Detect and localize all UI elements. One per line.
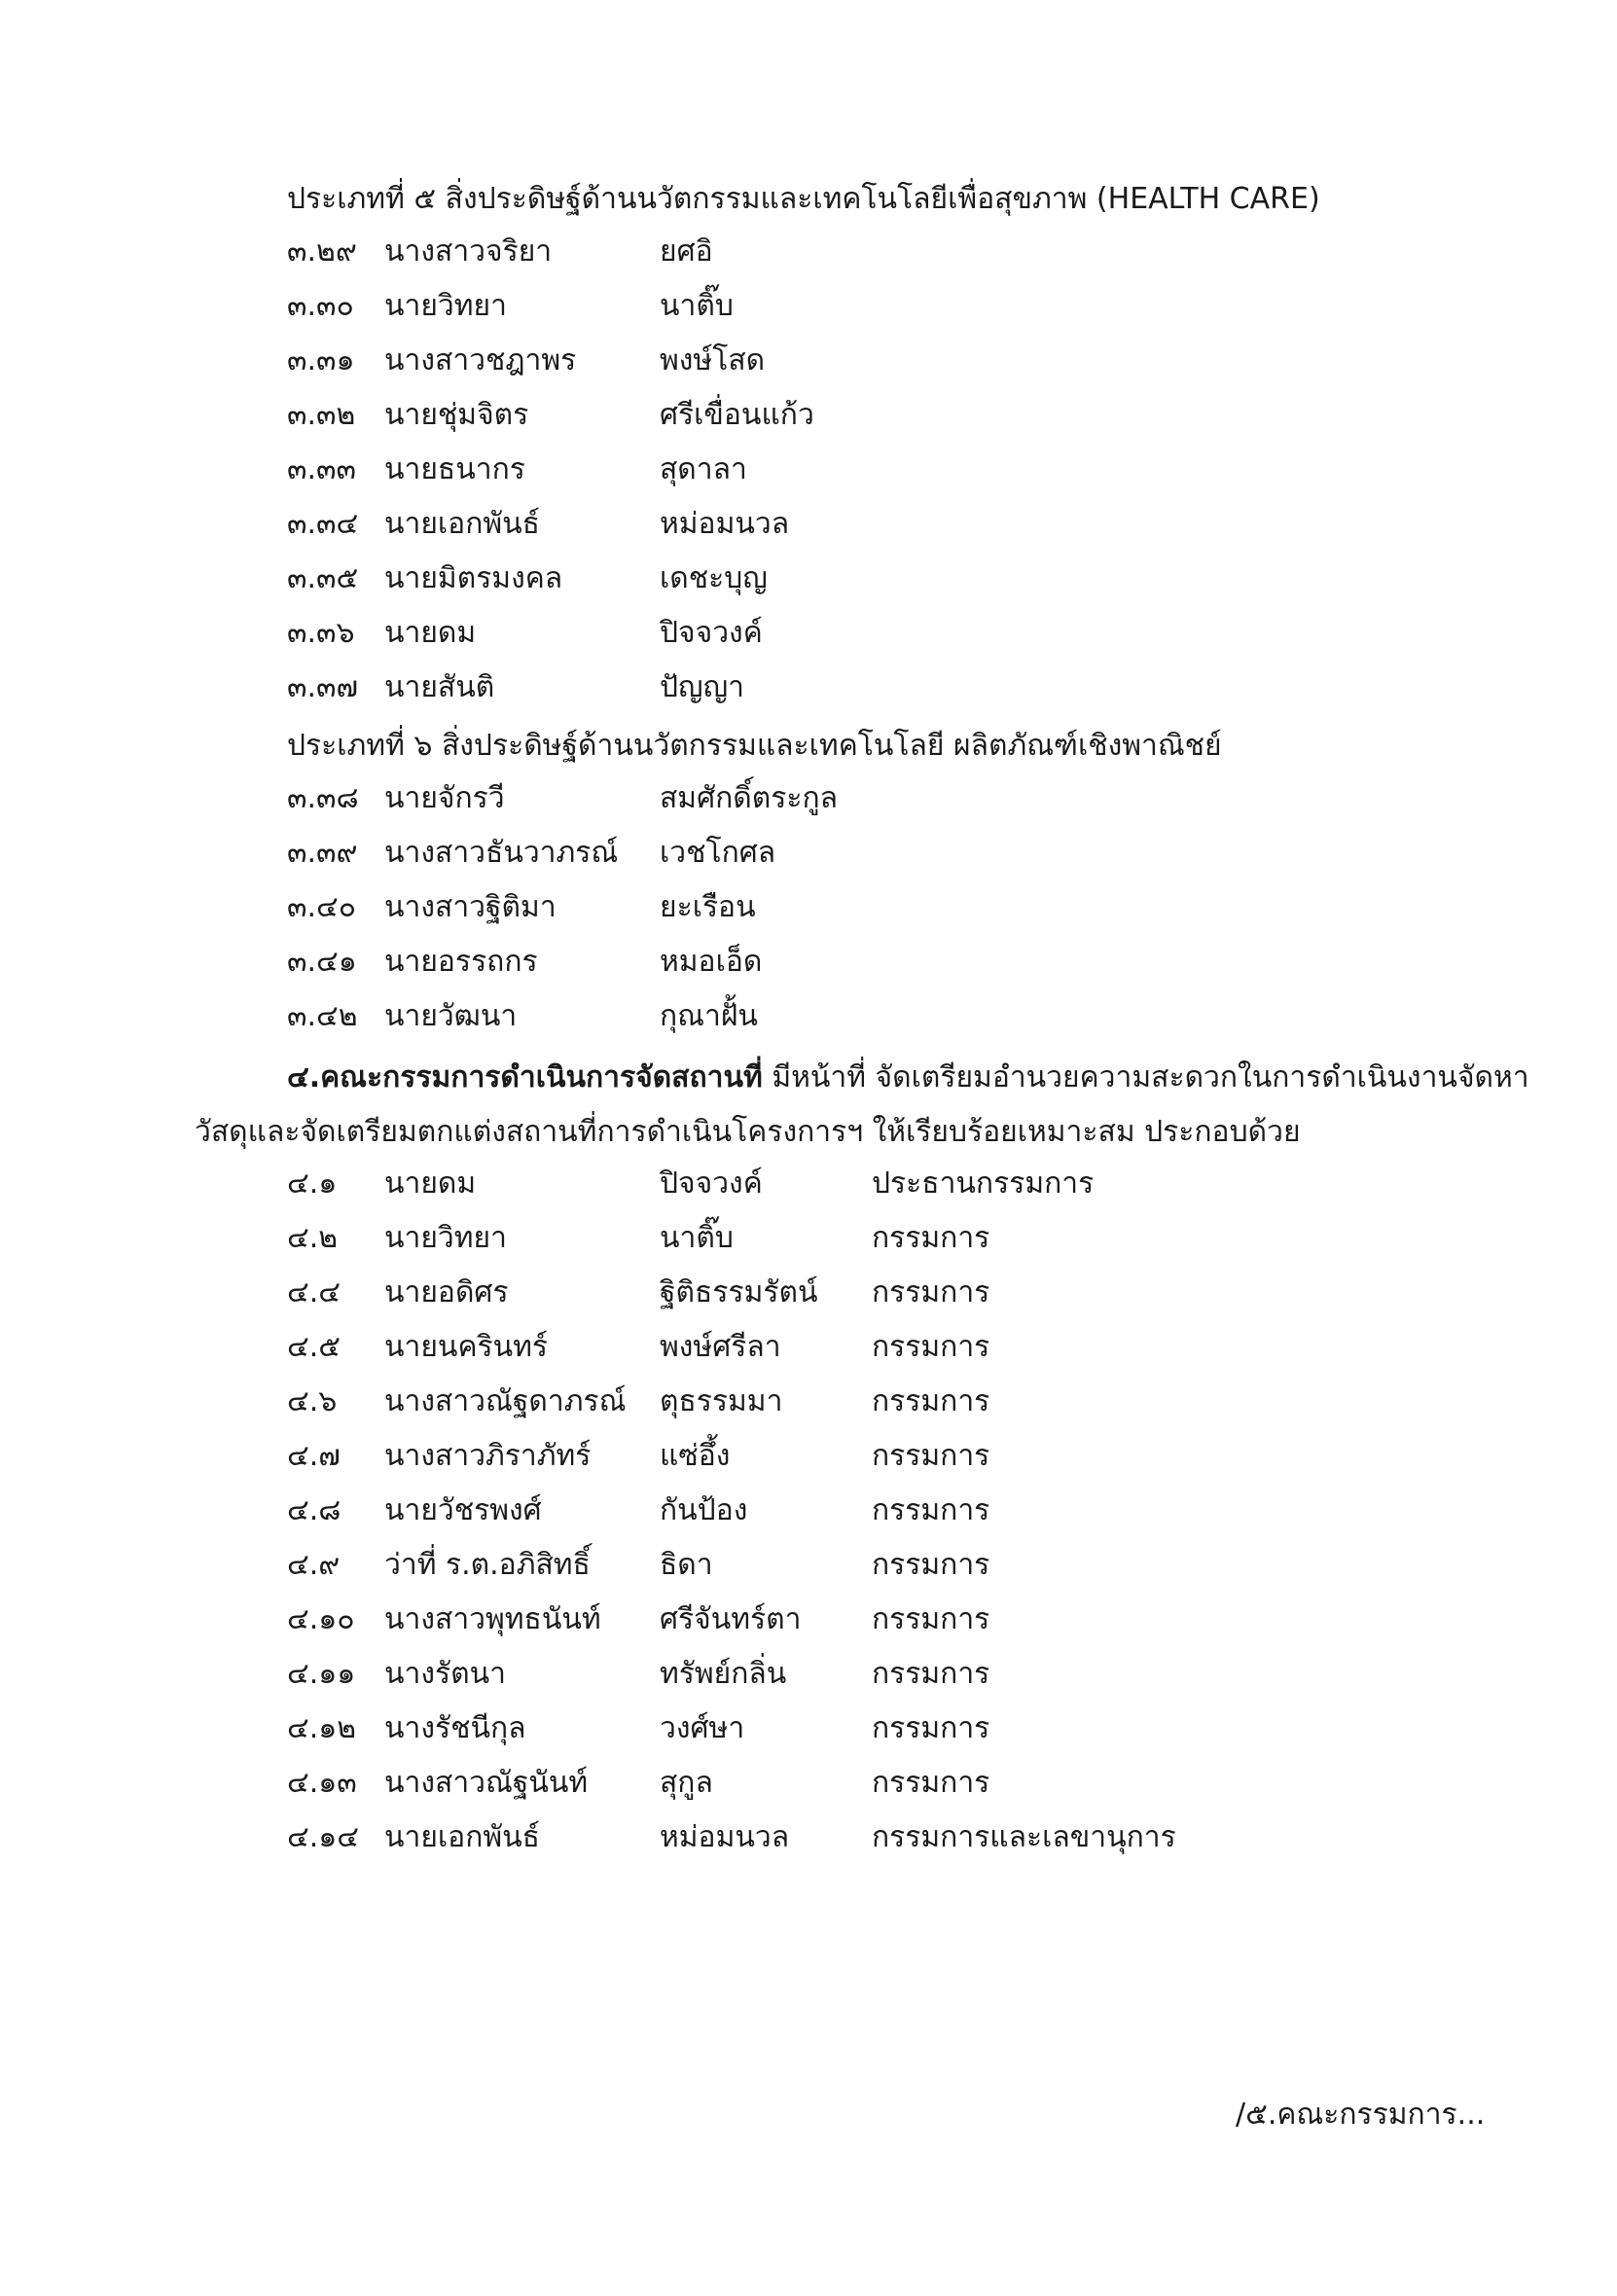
list-item	[0, 774, 1617, 823]
first-name: นายวิทยา	[384, 289, 507, 323]
last-name: ยศอิ	[660, 234, 713, 269]
first-name: นางสาวชฎาพร	[384, 343, 577, 377]
last-name: พงษ์ศรีลา	[660, 1330, 781, 1364]
item-number: ๔.๑๑	[287, 1657, 356, 1691]
last-name: เดชะบุญ	[660, 561, 768, 595]
item-number: ๔.๑๓	[287, 1766, 357, 1800]
list-item	[0, 664, 1617, 712]
last-name: แซ่อึ้ง	[660, 1439, 731, 1473]
item-number: ๔.๑	[287, 1166, 338, 1201]
list-item	[0, 829, 1617, 878]
role: กรรมการ	[872, 1275, 990, 1309]
item-number: ๓.๓๕	[287, 561, 359, 595]
first-name: นายมิตรมงคล	[384, 561, 563, 595]
table-row	[0, 1269, 1617, 1317]
item-number: ๓.๓๑	[287, 343, 355, 377]
committee-4-line-1	[195, 1051, 1529, 1105]
last-name: ปิจจวงค์	[660, 1166, 763, 1201]
list-item	[0, 555, 1617, 603]
last-name: ฐิติธรรมรัตน์	[660, 1275, 818, 1309]
table-row	[0, 1596, 1617, 1644]
first-name: นางสาวณัฐนันท์	[384, 1766, 589, 1800]
last-name: พงษ์โสด	[660, 343, 766, 377]
list-item	[0, 883, 1617, 932]
table-row	[0, 1813, 1617, 1862]
continuation-footer: /๕.คณะกรรมการ...	[1236, 2098, 1486, 2132]
item-number: ๓.๔๑	[287, 945, 357, 979]
first-name: นายเอกพันธ์	[384, 507, 540, 541]
last-name: ยะเรือน	[660, 890, 756, 924]
item-number: ๓.๓๔	[287, 507, 359, 541]
committee-4-title: ๔.คณะกรรมการดำเนินการจัดสถานที่	[287, 1060, 763, 1094]
category-6-title: ประเภทที่ ๖ สิ่งประดิษฐ์ด้านนวัตกรรมและเทคโนโลยี ผลิตภัณฑ์เชิงพาณิชย์	[287, 729, 1222, 763]
first-name: นางสาวพุทธนันท์	[384, 1602, 601, 1636]
table-row	[0, 1378, 1617, 1426]
role: กรรมการและเลขานุการ	[872, 1820, 1176, 1854]
table-row	[0, 1759, 1617, 1808]
committee-4-duty: มีหน้าที่ จัดเตรียมอำนวยความสะดวกในการดำเนินงานจัดหา	[762, 1060, 1529, 1094]
role: กรรมการ	[872, 1766, 990, 1800]
first-name: นางสาวจริยา	[384, 234, 553, 269]
table-row	[0, 1541, 1617, 1590]
list-item	[0, 391, 1617, 440]
item-number: ๓.๔๐	[287, 890, 357, 924]
role: กรรมการ	[872, 1493, 990, 1527]
last-name: หมอเอ็ด	[660, 945, 763, 979]
list-item	[0, 992, 1617, 1041]
last-name: นาติ๊บ	[660, 1221, 734, 1255]
last-name: นาติ๊บ	[660, 289, 734, 323]
first-name: นายอดิศร	[384, 1275, 509, 1309]
list-item	[0, 446, 1617, 494]
last-name: ตุธรรมมา	[660, 1384, 783, 1418]
item-number: ๓.๓๘	[287, 781, 359, 815]
table-row	[0, 1650, 1617, 1699]
first-name: นายจักรวี	[384, 781, 505, 815]
item-number: ๓.๔๒	[287, 999, 358, 1033]
first-name: นางสาวภิราภัทร์	[384, 1439, 592, 1473]
last-name: สุดาลา	[660, 452, 747, 486]
first-name: นายดม	[384, 1166, 477, 1201]
first-name: นายธนากร	[384, 452, 525, 486]
committee-4-description	[195, 1051, 1529, 1160]
first-name: นางรัชนีกุล	[384, 1711, 526, 1745]
first-name: นายชุ่มจิตร	[384, 398, 529, 432]
last-name: สุกูล	[660, 1766, 713, 1800]
last-name: หม่อมนวล	[660, 507, 790, 541]
item-number: ๓.๓๖	[287, 616, 355, 650]
item-number: ๔.๑๔	[287, 1820, 359, 1854]
list-item	[0, 938, 1617, 987]
item-number: ๓.๓๗	[287, 670, 359, 704]
item-number: ๓.๓๓	[287, 452, 357, 486]
first-name: นายวัฒนา	[384, 999, 518, 1033]
list-item	[0, 500, 1617, 549]
first-name: นางสาวณัฐดาภรณ์	[384, 1384, 627, 1418]
first-name: นายวัชรพงศ์	[384, 1493, 542, 1527]
last-name: กุณาฝั้น	[660, 999, 758, 1033]
item-number: ๔.๘	[287, 1493, 341, 1527]
table-row	[0, 1160, 1617, 1208]
last-name: ศรีจันทร์ตา	[660, 1602, 802, 1636]
last-name: วงศ์ษา	[660, 1711, 745, 1745]
first-name: นายดม	[384, 616, 477, 650]
last-name: เวชโกศล	[660, 836, 776, 870]
last-name: ปัญญา	[660, 670, 745, 704]
last-name: กันป้อง	[660, 1493, 748, 1527]
role: กรรมการ	[872, 1548, 990, 1582]
list-item	[0, 282, 1617, 331]
item-number: ๓.๓๒	[287, 398, 356, 432]
first-name: นางสาวธันวาภรณ์	[384, 836, 619, 870]
first-name: นางสาวฐิติมา	[384, 890, 557, 924]
table-row	[0, 1323, 1617, 1372]
list-item	[0, 337, 1617, 385]
role: กรรมการ	[872, 1330, 990, 1364]
last-name: สมศักดิ์ตระกูล	[660, 781, 839, 815]
first-name: นายเอกพันธ์	[384, 1820, 540, 1854]
role: ประธานกรรมการ	[872, 1166, 1095, 1201]
last-name: ธิดา	[660, 1548, 713, 1582]
committee-4-line-2: วัสดุและจัดเตรียมตกแต่งสถานที่การดำเนินโครงการฯ ให้เรียบร้อยเหมาะสม ประกอบด้วย	[195, 1115, 1301, 1149]
item-number: ๔.๖	[287, 1384, 338, 1418]
table-row	[0, 1487, 1617, 1535]
role: กรรมการ	[872, 1221, 990, 1255]
item-number: ๔.๕	[287, 1330, 341, 1364]
role: กรรมการ	[872, 1602, 990, 1636]
last-name: หม่อมนวล	[660, 1820, 790, 1854]
first-name: นายนครินทร์	[384, 1330, 549, 1364]
item-number: ๓.๓๐	[287, 289, 354, 323]
item-number: ๔.๑๐	[287, 1602, 355, 1636]
role: กรรมการ	[872, 1711, 990, 1745]
last-name: ศรีเขื่อนแก้ว	[660, 398, 814, 432]
first-name: นายวิทยา	[384, 1221, 507, 1255]
role: กรรมการ	[872, 1657, 990, 1691]
item-number: ๓.๓๙	[287, 836, 358, 870]
first-name: นายอรรถกร	[384, 945, 538, 979]
item-number: ๔.๗	[287, 1439, 341, 1473]
role: กรรมการ	[872, 1439, 990, 1473]
first-name: นางรัตนา	[384, 1657, 506, 1691]
item-number: ๔.๑๒	[287, 1711, 357, 1745]
list-item	[0, 228, 1617, 276]
item-number: ๓.๒๙	[287, 234, 357, 269]
list-item	[0, 609, 1617, 658]
last-name: ทรัพย์กลิ่น	[660, 1657, 787, 1691]
role: กรรมการ	[872, 1384, 990, 1418]
category-5-title: ประเภทที่ ๕ สิ่งประดิษฐ์ด้านนวัตกรรมและเทคโนโลยีเพื่อสุขภาพ (HEALTH CARE)	[287, 182, 1320, 216]
last-name: ปิจจวงค์	[660, 616, 763, 650]
first-name: ว่าที่ ร.ต.อภิสิทธิ์	[384, 1548, 591, 1582]
first-name: นายสันติ	[384, 670, 495, 704]
item-number: ๔.๒	[287, 1221, 339, 1255]
item-number: ๔.๔	[287, 1275, 341, 1309]
item-number: ๔.๙	[287, 1548, 341, 1582]
table-row	[0, 1432, 1617, 1481]
table-row	[0, 1704, 1617, 1753]
table-row	[0, 1214, 1617, 1263]
